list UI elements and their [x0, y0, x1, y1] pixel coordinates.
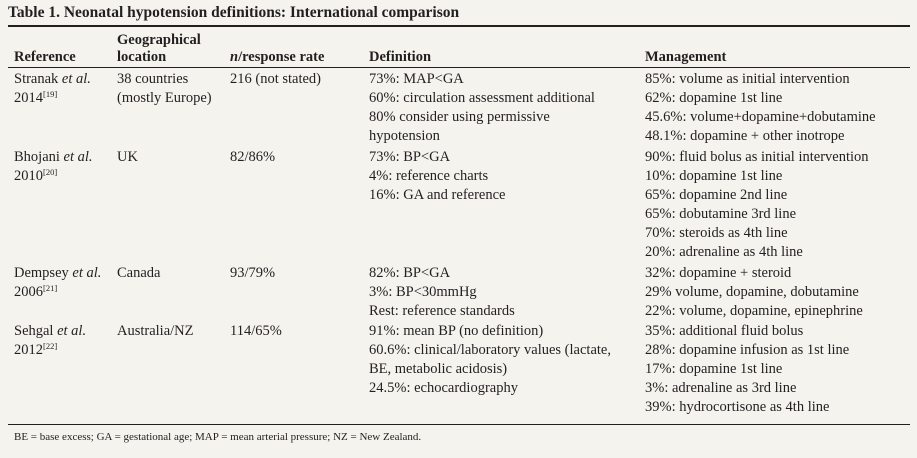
- reference-etal: et al.: [61, 71, 91, 87]
- header-location-line2: location: [117, 49, 167, 65]
- management-line: 65%: dobutamine 3rd line: [645, 206, 797, 222]
- definition-line: 16%: GA and reference: [369, 187, 506, 203]
- management-line: 10%: dopamine 1st line: [645, 168, 783, 184]
- reference-etal: et al.: [63, 149, 93, 165]
- reference-cell: [14, 70, 91, 108]
- header-management: Management: [645, 49, 727, 65]
- reference-year-line: [14, 283, 101, 302]
- definition-line: 60%: circulation assessment additional: [369, 90, 595, 106]
- definition-line: 60.6%: clinical/laboratory values (lactate,: [369, 342, 611, 358]
- definition-line: 82%: BP<GA: [369, 265, 451, 281]
- response-rate-value: 216 (not stated): [230, 71, 322, 87]
- reference-author: Bhojani: [14, 149, 60, 165]
- location-line: Australia/NZ: [117, 323, 194, 339]
- response-rate-cell: [230, 322, 282, 341]
- reference-etal: et al.: [57, 323, 87, 339]
- reference-cell: [14, 264, 101, 302]
- table-title: Table 1. Neonatal hypotension definitions: International comparison: [8, 4, 460, 21]
- management-line: 3%: adrenaline as 3rd line: [645, 380, 797, 396]
- reference-author-line: [14, 148, 93, 167]
- header-location-line1: Geographical: [117, 32, 201, 48]
- management-line: 65%: dopamine 2nd line: [645, 187, 788, 203]
- definition-cell: [369, 322, 611, 398]
- response-rate-cell: [230, 70, 321, 89]
- reference-author-line: [14, 264, 101, 283]
- reference-year: 2014: [14, 90, 43, 106]
- response-rate-cell: [230, 148, 275, 167]
- bottom-rule: [8, 424, 910, 425]
- definition-line: 4%: reference charts: [369, 168, 489, 184]
- management-cell: [645, 148, 869, 262]
- management-cell: [645, 70, 876, 146]
- location-line: UK: [117, 149, 138, 165]
- definition-line: 73%: MAP<GA: [369, 71, 464, 87]
- management-cell: [645, 264, 863, 321]
- management-line: 90%: fluid bolus as initial intervention: [645, 149, 869, 165]
- reference-author: Dempsey: [14, 265, 69, 281]
- management-line: 22%: volume, dopamine, epinephrine: [645, 303, 863, 319]
- management-line: 20%: adrenaline as 4th line: [645, 244, 803, 260]
- reference-year-line: [14, 89, 91, 108]
- header-definition: Definition: [369, 49, 432, 65]
- management-line: 45.6%: volume+dopamine+dobutamine: [645, 109, 876, 125]
- header-response-n: n: [230, 49, 239, 65]
- definition-line: hypotension: [369, 128, 440, 144]
- definition-line: 80% consider using permissive: [369, 109, 550, 125]
- reference-author: Stranak: [14, 71, 59, 87]
- reference-cell: [14, 148, 93, 186]
- reference-year: 2010: [14, 168, 43, 184]
- reference-year: 2006: [14, 284, 43, 300]
- reference-citation: [22]: [43, 341, 58, 351]
- reference-year-line: [14, 341, 86, 360]
- response-rate-value: 114/65%: [230, 323, 282, 339]
- header-rule: [8, 67, 910, 68]
- location-cell: [117, 70, 212, 108]
- header-response-rate: [230, 49, 324, 66]
- location-cell: [117, 264, 160, 283]
- reference-year: 2012: [14, 342, 43, 358]
- location-line: Canada: [117, 265, 161, 281]
- reference-author-line: [14, 322, 86, 341]
- reference-etal: et al.: [72, 265, 102, 281]
- location-cell: [117, 322, 194, 341]
- definition-line: 24.5%: echocardiography: [369, 380, 518, 396]
- definition-cell: [369, 264, 515, 321]
- reference-citation: [20]: [43, 167, 58, 177]
- header-location: [117, 32, 201, 66]
- table-footnote: BE = base excess; GA = gestational age; MAP = mean arterial pressure; NZ = New Zealand.: [14, 431, 422, 443]
- management-line: 29% volume, dopamine, dobutamine: [645, 284, 859, 300]
- header-reference: Reference: [14, 49, 76, 65]
- definition-cell: [369, 70, 595, 146]
- reference-year-line: [14, 167, 93, 186]
- top-rule: [8, 25, 910, 27]
- header-response-rest: /response rate: [238, 49, 325, 65]
- reference-cell: [14, 322, 86, 360]
- location-line: 38 countries: [117, 71, 189, 87]
- reference-citation: [21]: [43, 283, 58, 293]
- response-rate-value: 93/79%: [230, 265, 276, 281]
- location-line: (mostly Europe): [117, 90, 212, 106]
- reference-author: Sehgal: [14, 323, 54, 339]
- management-line: 70%: steroids as 4th line: [645, 225, 788, 241]
- definition-cell: [369, 148, 505, 205]
- management-line: 17%: dopamine 1st line: [645, 361, 783, 377]
- management-cell: [645, 322, 849, 417]
- response-rate-cell: [230, 264, 275, 283]
- management-line: 85%: volume as initial intervention: [645, 71, 850, 87]
- management-line: 39%: hydrocortisone as 4th line: [645, 399, 830, 415]
- definition-line: 73%: BP<GA: [369, 149, 451, 165]
- management-line: 35%: additional fluid bolus: [645, 323, 804, 339]
- definition-line: Rest: reference standards: [369, 303, 515, 319]
- management-line: 28%: dopamine infusion as 1st line: [645, 342, 850, 358]
- location-cell: [117, 148, 138, 167]
- reference-author-line: [14, 70, 91, 89]
- definition-line: BE, metabolic acidosis): [369, 361, 508, 377]
- management-line: 62%: dopamine 1st line: [645, 90, 783, 106]
- response-rate-value: 82/86%: [230, 149, 276, 165]
- management-line: 32%: dopamine + steroid: [645, 265, 792, 281]
- definition-line: 3%: BP<30mmHg: [369, 284, 477, 300]
- reference-citation: [19]: [43, 89, 58, 99]
- definition-line: 91%: mean BP (no definition): [369, 323, 544, 339]
- management-line: 48.1%: dopamine + other inotrope: [645, 128, 845, 144]
